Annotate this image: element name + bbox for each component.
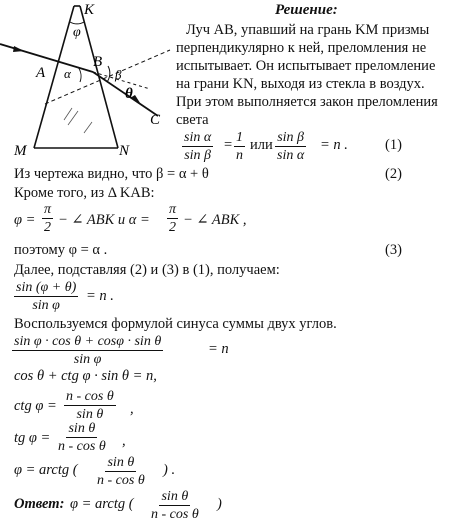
label-m: M	[14, 143, 27, 159]
eq1-den-3: sin α	[277, 148, 305, 163]
label-c: C	[150, 112, 161, 128]
eq9-den: n - cos θ	[97, 473, 145, 488]
intro-line-1: Луч AB, упавший на грань KM призмы	[186, 22, 430, 38]
eq1-den-2: n	[236, 148, 243, 163]
eq4-num: sin (φ + θ)	[16, 280, 77, 295]
hatch-2	[68, 111, 78, 125]
answer-frac	[149, 489, 201, 522]
eq1-num-2: 1	[236, 130, 243, 145]
eq5-num: sin φ · cos θ + cosφ · sin θ	[14, 334, 162, 349]
label-beta: β	[115, 67, 122, 82]
eq9-tail: ) .	[163, 462, 176, 478]
eq6: cos θ + ctg φ · sin θ = n,	[14, 368, 157, 384]
label-a: A	[36, 65, 46, 81]
hatch-1	[64, 108, 72, 120]
eq4-den: sin φ	[32, 298, 60, 313]
eq7-tail: ,	[130, 401, 134, 417]
answer-den: n - cos θ	[151, 507, 199, 522]
eq1-tail: = n .	[320, 137, 348, 153]
eq-phi-den-1: 2	[44, 220, 51, 235]
intro-line-3: испытывает. Он испытывает преломление	[176, 58, 436, 74]
eq5-frac	[12, 334, 163, 367]
eq-phi-num-2: π	[169, 202, 177, 217]
intro-line-6: света	[176, 112, 209, 128]
line-so: поэтому φ = α .	[14, 242, 108, 258]
answer-tail: )	[217, 496, 222, 512]
angle-phi-arc	[70, 22, 84, 24]
eq7-lhs: ctg φ =	[14, 398, 57, 414]
eq1-frac-2	[234, 130, 245, 163]
eq5-rhs: = n	[208, 341, 229, 357]
answer-lhs: φ = arctg (	[70, 496, 134, 512]
solution-heading: Решение:	[275, 2, 338, 18]
answer-label: Ответ:	[14, 496, 65, 512]
label-alpha: α	[64, 66, 71, 81]
eq2-number: (2)	[385, 166, 402, 182]
angle-alpha-arc	[78, 67, 81, 82]
eq1-frac-1	[182, 130, 213, 163]
eq9-num: sin θ	[107, 455, 135, 470]
eq7-num: n - cos θ	[66, 389, 114, 404]
eq8-tail: ,	[122, 433, 126, 449]
eq-phi-rhs-2: − ∠ ABK ,	[183, 212, 247, 228]
eq8-lhs: tg φ =	[14, 430, 51, 446]
label-b: B	[93, 54, 103, 70]
eq1-equals: =	[224, 137, 233, 153]
eq7-den: sin θ	[76, 407, 104, 422]
eq3-number: (3)	[385, 242, 402, 258]
answer-num: sin θ	[161, 489, 189, 504]
intro-line-2: перпендикулярно к ней, преломления не	[176, 40, 427, 56]
eq5-den: sin φ	[73, 352, 102, 367]
ray-arrow-1	[13, 46, 24, 52]
eq-phi-lhs: φ =	[14, 212, 36, 228]
line-formula: Воспользуемся формулой синуса суммы двух углов.	[14, 316, 337, 332]
hatch-3	[84, 122, 92, 133]
eq1-num-1: sin α	[184, 130, 212, 145]
eq4-frac	[14, 280, 78, 313]
intro-line-5: При этом выполняется закон преломления	[176, 94, 438, 110]
eq7-frac	[64, 389, 116, 422]
eq-phi-frac-1	[42, 202, 53, 235]
intro-line-4: на грани KN, выходя из стекла в воздух.	[176, 76, 425, 92]
line-from-figure: Из чертежа видно, что β = α + θ	[14, 166, 209, 182]
eq1-or: или	[250, 137, 273, 153]
label-theta: θ	[125, 86, 133, 102]
eq-phi-den-2: 2	[169, 220, 176, 235]
eq9-lhs: φ = arctg (	[14, 462, 78, 478]
eq1-den-1: sin β	[184, 148, 211, 163]
eq9-frac	[95, 455, 147, 488]
eq1-frac-3	[275, 130, 306, 163]
angle-beta-arc	[107, 66, 110, 82]
eq8-frac	[56, 421, 108, 454]
eq1-num-3: sin β	[277, 130, 304, 145]
eq-phi-rhs: − ∠ ABK и α =	[58, 212, 150, 228]
label-phi: φ	[73, 25, 81, 40]
label-k: K	[84, 2, 95, 18]
eq8-num: sin θ	[68, 421, 96, 436]
eq-phi-frac-2	[167, 202, 178, 235]
prism-diagram	[0, 0, 175, 160]
eq-phi-num-1: π	[44, 202, 52, 217]
eq1-number: (1)	[385, 137, 402, 153]
line-substitute: Далее, подставляя (2) и (3) в (1), получаем:	[14, 262, 280, 278]
eq4-rhs: = n .	[86, 288, 114, 304]
eq8-den: n - cos θ	[58, 439, 106, 454]
line-kab: Кроме того, из Δ KAB:	[14, 185, 155, 201]
label-n: N	[119, 143, 130, 159]
